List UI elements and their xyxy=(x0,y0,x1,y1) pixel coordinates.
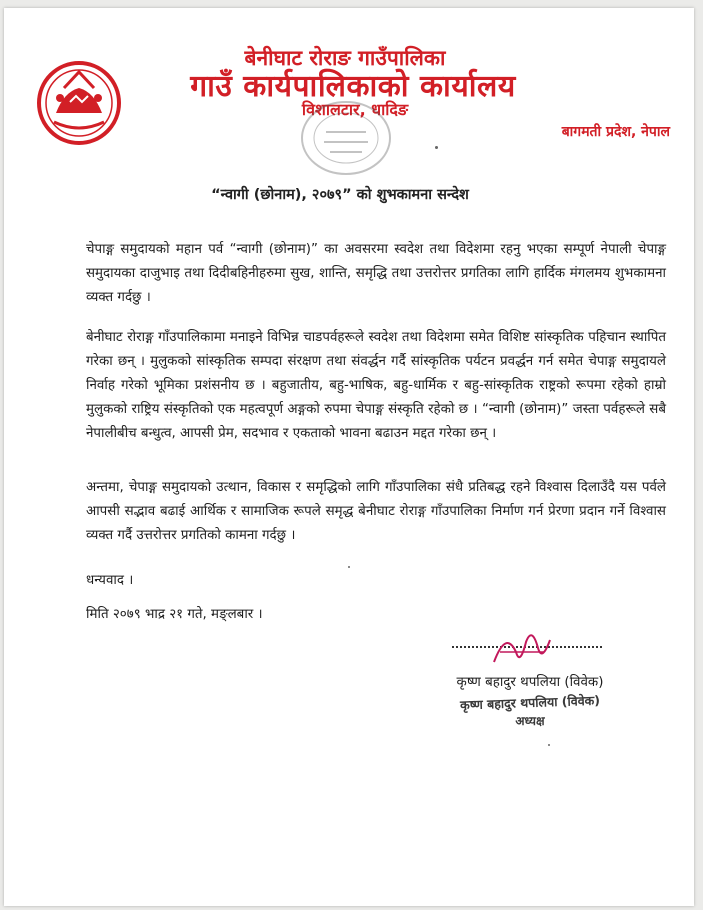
signatory-stamp-name: कृष्ण बहादुर थपलिया (विवेक) xyxy=(459,692,601,713)
handwritten-signature-icon xyxy=(486,622,556,678)
body-paragraph-2: बेनीघाट रोराङ्ग गाँउपालिकामा मनाइने विभिन्न चाडपर्वहरूले स्वदेश तथा विदेशमा समेत विशिष्ट सांस्कृतिक पहिचान स्थापित गरेका छन् । मुलुकको सांस्कृतिक सम्पदा संरक्षण तथा संवर्द्धन गर्दै सांस्कृतिक पर्यटन प्रवर्द्धन गर्न समेत चेपाङ्ग समुदायले निर्वाह गरेको भूमिका प्रशंसनीय छ । बहुजातीय, बहु-भाषिक, बहु-धार्मिक र बहु-सांस्कृतिक राष्ट्रको रूपमा रहेको हाम्रो मुलुकको राष्ट्रिय संस्कृतिको एक महत्वपूर्ण अङ्गको रुपमा चेपाङ्ग संस्कृति रहेको छ । “न्वागी (छोनाम)” जस्ता पर्वहरूले सबै नेपालीबीच बन्धुत्व, आपसी प्रेम, सदभाव र एकताको भावना बढाउन मद्दत गरेका छन् । xyxy=(86,330,666,441)
signatory-title: अध्यक्ष xyxy=(515,714,545,728)
province-label: बागमती प्रदेश, नेपाल xyxy=(561,124,670,140)
body-paragraph-3: अन्तमा, चेपाङ्ग समुदायको उत्थान, विकास र समृद्धिको लागि गाँउपालिका संधै प्रतिबद्ध रहने विश्वास दिलाउँदै यस पर्वले आपसी सद्भाव बढाई आर्थिक र सामाजिक रूपले समृद्ध बेनीघाट रोराङ्ग गाँउपालिका निर्माण गर्न प्रेरणा प्रदान गर्ने विश्वास व्यक्त गर्दै उत्तरोत्तर प्रगतिको कामना गर्दछु । xyxy=(86,480,666,543)
letter-date: मिति २०७९ भाद्र २१ गते, मङ्लबार । xyxy=(86,607,263,622)
closing-thanks: धन्यवाद । xyxy=(86,573,134,588)
nepal-emblem-icon xyxy=(34,58,124,148)
letter-subject: “न्वागी (छोनाम), २०७९” को शुभकामना सन्देश xyxy=(211,187,469,203)
body-paragraph-1: चेपाङ्ग समुदायको महान पर्व “न्वागी (छोनाम)” का अवसरमा स्वदेश तथा विदेशमा रहनु भएका सम्पूर्ण नेपाली चेपाङ्ग समुदायका दाजुभाइ तथा दिदीबहिनीहरुमा सुख, शान्ति, समृद्धि तथा उत्तरोत्तर प्रगतिका लागि हार्दिक मंगलमय शुभकामना व्यक्त गर्दछु । xyxy=(86,242,666,305)
municipality-name: बेनीघाट रोराङ गाउँपालिका xyxy=(244,46,446,70)
signatory-name: कृष्ण बहादुर थपलिया (विवेक) xyxy=(456,675,604,690)
office-address: विशालटार, धादिङ xyxy=(301,100,409,119)
office-stamp-icon xyxy=(298,98,394,178)
paper-speck xyxy=(435,146,438,149)
office-title: गाउँ कार्यपालिकाको कार्यालय xyxy=(190,69,516,104)
paper-speck xyxy=(348,566,350,568)
paper-speck xyxy=(548,744,550,746)
